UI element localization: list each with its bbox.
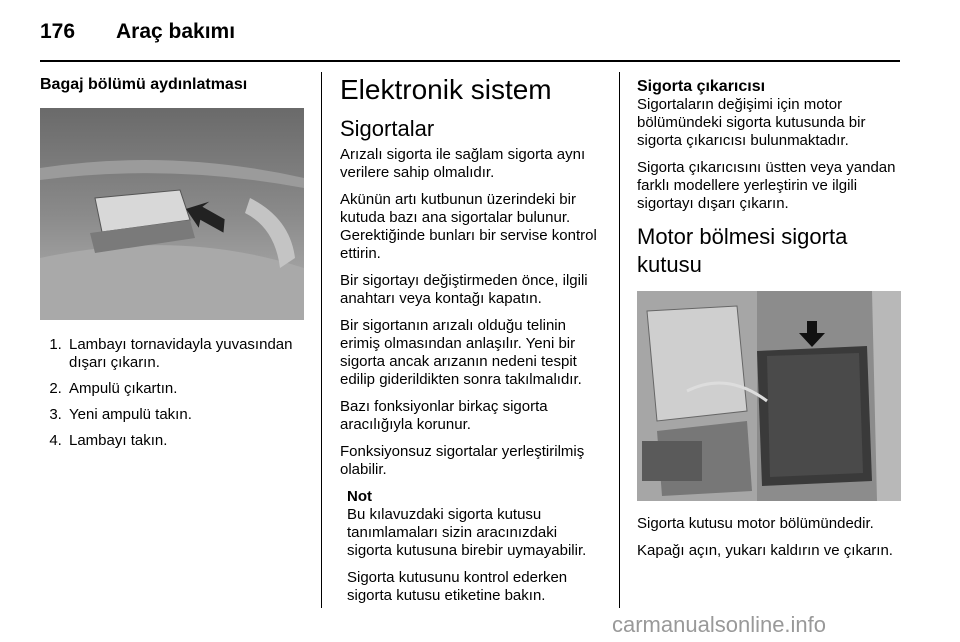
column-divider: [321, 72, 322, 608]
section-heading: Elektronik sistem: [340, 74, 552, 105]
right-column: [637, 72, 903, 569]
header-rule: [40, 60, 900, 62]
paragraph: Kapağı açın, yukarı kaldırın ve çıkarın.: [637, 542, 893, 559]
watermark: carmanualsonline.info: [612, 612, 827, 637]
trunk-light-steps: [40, 336, 304, 450]
paragraph: Bir sigortanın arızalı olduğu telinin erimiş olmasından anlaşılır. Yeni bir sigorta ancak arızanın nedeni tespit edilip giderildikten sonra takılmalıdır.: [340, 317, 582, 388]
paragraph: Akünün artı kutbunun üzerindeki bir kutuda bazı ana sigortalar bulunur. Gerektiğinde bunları bir servise kontrol ettirin.: [340, 191, 597, 262]
fuse-extractor-heading: Sigorta çıkarıcısı: [637, 78, 766, 95]
note-paragraph: Bu kılavuzdaki sigorta kutusu tanımlamaları sizin aracınızdaki sigorta kutusuna birebir uymayabilir.: [347, 506, 587, 559]
list-item: 4. Lambayı takın.: [66, 432, 304, 450]
list-item: 2. Ampulü çıkartın.: [66, 380, 304, 398]
paragraph: Sigorta kutusu motor bölümündedir.: [637, 515, 874, 532]
engine-fuse-box-photo: [637, 291, 901, 501]
paragraph: Bir sigortayı değiştirmeden önce, ilgili anahtarı veya kontağı kapatın.: [340, 272, 588, 307]
paragraph: Sigortaların değişimi için motor bölümündeki sigorta kutusunda bir sigorta çıkarıcısı bulunmaktadır.: [637, 96, 866, 149]
left-column: [40, 72, 304, 458]
trunk-light-heading: Bagaj bölümü aydınlatması: [40, 76, 248, 93]
trunk-light-photo: [40, 108, 304, 320]
section-subheading: Sigortalar: [340, 116, 435, 141]
note-paragraph: Sigorta kutusunu kontrol ederken sigorta kutusu etiketine bakın.: [347, 569, 568, 604]
page-number: 176: [40, 20, 76, 43]
column-divider: [619, 72, 620, 608]
middle-column: [340, 72, 606, 614]
note-box: [347, 488, 606, 605]
paragraph: Arızalı sigorta ile sağlam sigorta aynı verilere sahip olmalıdır.: [340, 146, 586, 181]
page-title: Araç bakımı: [116, 20, 236, 43]
list-item: 1. Lambayı tornavidayla yuvasından dışarı çıkarın.: [66, 336, 304, 372]
list-item: 3. Yeni ampulü takın.: [66, 406, 304, 424]
paragraph: Sigorta çıkarıcısını üstten veya yandan farklı modellere yerleştirin ve ilgili sigortayı dışarı çıkarın.: [637, 159, 896, 212]
note-title: Not: [347, 488, 372, 505]
paragraph: Fonksiyonsuz sigortalar yerleştirilmiş olabilir.: [340, 443, 585, 478]
paragraph: Bazı fonksiyonlar birkaç sigorta aracılığıyla korunur.: [340, 398, 548, 433]
engine-fuse-box-heading: Motor bölmesi sigorta kutusu: [637, 224, 848, 277]
